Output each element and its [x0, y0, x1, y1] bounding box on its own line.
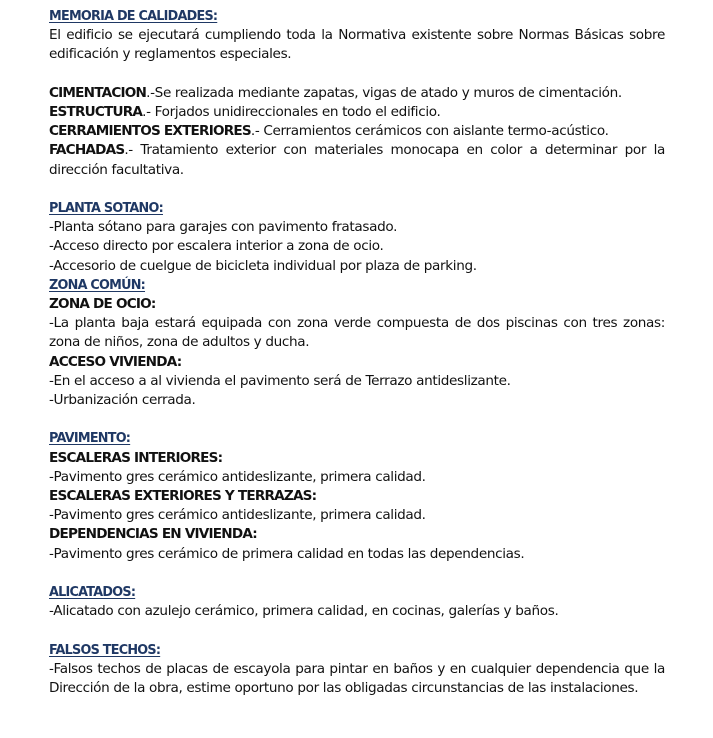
pavimento-group-text: -Pavimento gres cerámico de primera calidad en todas las dependencias.: [49, 545, 525, 562]
zona-ocio-text: -La planta baja estará equipada con zona verde compuesta de dos piscinas con tres zonas: zona de niños, zona de adultos y ducha.: [49, 315, 665, 351]
sotano-item: -Accesorio de cuelgue de bicicleta individual por plaza de parking.: [49, 257, 477, 274]
cimentacion-label: CIMENTACION: [49, 84, 147, 101]
zona-comun-heading-line: [49, 276, 665, 295]
alicatados-heading: ALICATADOS:: [49, 584, 136, 601]
zona-ocio-label: ZONA DE OCIO:: [49, 296, 156, 313]
document-page: [49, 7, 665, 698]
falsos-techos-text: -Falsos techos de placas de escayola para pintar en baños y en cualquier dependencia que la Dirección de la obra, estime oportuno por las obligadas circunstancias de las instalaciones.: [49, 660, 665, 697]
falsos-techos-heading-line: [49, 641, 665, 660]
pavimento-group-label: DEPENDENCIAS EN VIVIENDA:: [49, 526, 257, 543]
pavimento-group-text: -Pavimento gres cerámico antideslizante, primera calidad.: [49, 468, 426, 485]
alicatados-text: -Alicatado con azulejo cerámico, primera calidad, en cocinas, galerías y baños.: [49, 603, 559, 620]
cimentacion-text: .-Se realizada mediante zapatas, vigas de atado y muros de cimentación.: [146, 84, 622, 101]
cerramientos-label: CERRAMIENTOS EXTERIORES: [49, 123, 251, 140]
pavimento-group-text: -Pavimento gres cerámico antideslizante, primera calidad.: [49, 507, 426, 524]
cimentacion-line: [49, 84, 665, 103]
spacer: [49, 410, 665, 429]
sotano-item: -Acceso directo por escalera interior a zona de ocio.: [49, 238, 384, 255]
estructura-label: ESTRUCTURA: [49, 104, 143, 120]
pavimento-heading: PAVIMENTO:: [49, 430, 131, 447]
sotano-heading: PLANTA SOTANO:: [49, 200, 163, 216]
sotano-heading-line: [49, 199, 665, 218]
sotano-item: -Planta sótano para garajes con pavimento fratasado.: [49, 219, 398, 236]
acceso-item: -En el acceso a al vivienda el pavimento será de Terrazo antideslizante.: [49, 372, 511, 389]
cerramientos-line: [49, 122, 665, 141]
pavimento-heading-line: [49, 429, 665, 448]
estructura-line: [49, 103, 665, 122]
pavimento-group-label: ESCALERAS EXTERIORES Y TERRAZAS:: [49, 488, 317, 505]
memoria-intro: El edificio se ejecutará cumpliendo toda la Normativa existente sobre Normas Básicas sobre edificación y reglamentos especiales.: [49, 27, 665, 63]
spacer: [49, 65, 665, 84]
spacer: [49, 180, 665, 199]
memoria-heading-line: [49, 7, 665, 26]
spacer: [49, 564, 665, 583]
fachadas-line: [49, 141, 665, 179]
acceso-vivienda-label: ACCESO VIVIENDA:: [49, 353, 182, 370]
pavimento-group-label: ESCALERAS INTERIORES:: [49, 449, 223, 466]
fachadas-label: FACHADAS: [49, 142, 125, 159]
alicatados-heading-line: [49, 583, 665, 602]
spacer: [49, 621, 665, 640]
falsos-techos-heading: FALSOS TECHOS:: [49, 641, 161, 658]
cerramientos-text: .- Cerramientos cerámicos con aislante termo-acústico.: [250, 123, 609, 140]
estructura-text: .- Forjados unidireccionales en todo el edificio.: [142, 104, 441, 120]
fachadas-text: .- Tratamiento exterior con materiales monocapa en color a determinar por la dirección facultativa.: [49, 142, 665, 178]
memoria-heading: MEMORIA DE CALIDADES:: [49, 8, 218, 24]
acceso-item: -Urbanización cerrada.: [49, 392, 196, 409]
zona-comun-heading: ZONA COMÚN:: [49, 276, 146, 293]
